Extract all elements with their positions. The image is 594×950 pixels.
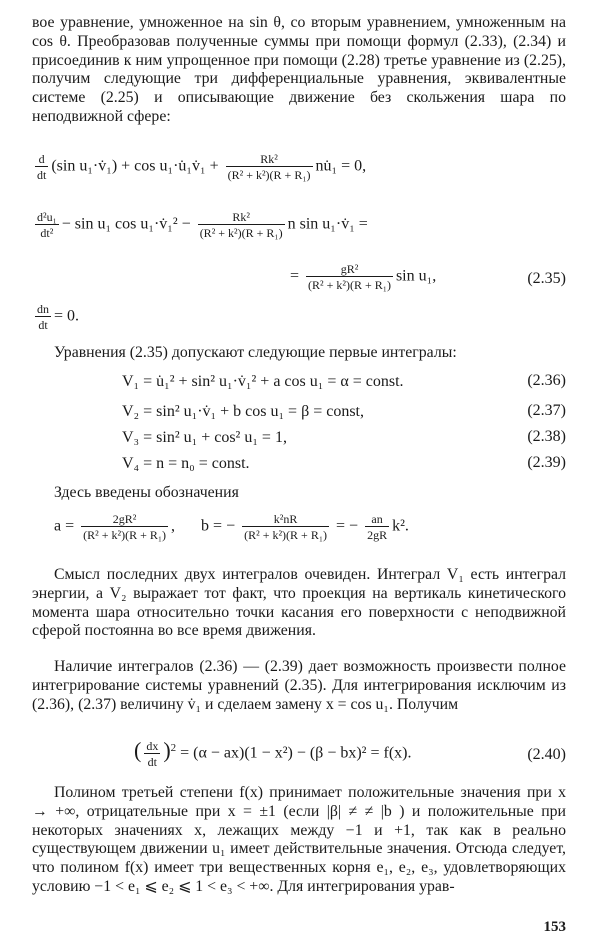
paragraph-notation: Здесь введены обозначения bbox=[54, 484, 239, 501]
equation-number-2-35: (2.35) bbox=[527, 270, 566, 287]
equation-number-2-40: (2.40) bbox=[527, 746, 566, 763]
equation-2-35-line2: $\frac{\text{d²u₁}}{\text{dt²}}$ − sin u₁ cos u₁·v̇₁² − $\frac{\text{Rk²}}{\text{(R² + k²)(R + R₁)}}$ n sin u₁·v̇₁ = bbox=[37, 210, 368, 240]
equation-number-2-37: (2.37) bbox=[527, 402, 566, 419]
paragraph-polynomial: Полином третьей степени f(x) принимает положительные значения при x → +∞, отрицательные при x = ±1 (если |β| ≠ ≠ |b ) и положительные при некоторых значениях x, лежащих между −1 и +1, так как в реально существующем движении u₁ имеет действительные значения. Отсюда следует, что полином f(x) имеет три вещественных корня e₁, e₂, e₃, удовлетворяющих условию −1 < e₁ ⩽ e₂ ⩽ 1 < e₃ < +∞. Для интегрирования урав- bbox=[32, 784, 566, 895]
equation-2-35-line1: $\frac{d}{dt}$ (sin u₁·v̇₁) + cos u₁·u̇₁v̇₁ + $\frac{\text{Rk²}}{\text{(R² + k²)(R + R₁)}}$ nu̇₁ = 0, bbox=[37, 152, 367, 182]
equation-number-2-39: (2.39) bbox=[527, 454, 566, 471]
equation-2-35-line4: $\frac{dn}{dt}$ = 0. bbox=[37, 302, 80, 332]
page-number: 153 bbox=[543, 919, 566, 935]
paragraph-intro: вое уравнение, умноженное на sin θ, со вторым уравнением, умноженным на cos θ. Преобразовав полученные суммы при помощи формул (2.33), (2.34) и присоединив к ним упрощенное при помощи (2.28) третье уравнение из (2.25), получим следующие три дифференциальные уравнения, эквивалентные системе (2.25) и описывающие движение без скольжения шара по неподвижной сфере: bbox=[32, 14, 566, 125]
paragraph-integrals-intro: Уравнения (2.35) допускают следующие первые интегралы: bbox=[54, 344, 457, 361]
equation-2-35-line3: = $\frac{\text{gR²}}{\text{(R² + k²)(R + R₁)}}$ sin u₁, bbox=[290, 262, 437, 292]
integral-2-38: V₃ = sin² u₁ + cos² u₁ = 1, bbox=[122, 429, 287, 446]
paragraph-meaning: Смысл последних двух интегралов очевиден. Интеграл V₁ есть интеграл энергии, а V₂ выражает тот факт, что проекция на вертикаль кинетического момента шара относительно точки касания его поверхности с неподвижной сферой постоянна во все время движения. bbox=[32, 566, 566, 640]
integral-2-36: V₁ = u̇₁² + sin² u₁·v̇₁² + a cos u₁ = α = const. bbox=[122, 373, 404, 390]
equation-notation: a = $\frac{\text{2gR²}}{\text{(R² + k²)(R + R₁)}}$ , b = − $\frac{\text{k²nR}}{\text{(R² + k²)(R + R₁)}}$ = − $\frac{an}{2gR}$ k². bbox=[54, 512, 409, 542]
integral-2-39: V₄ = n = n₀ = const. bbox=[122, 455, 250, 472]
equation-2-40: ( $\frac{dx}{dt}$ )$^2$ = (α − ax)(1 − x²) − (β − bx)² = f(x). bbox=[134, 737, 412, 769]
integral-2-37: V₂ = sin² u₁·v̇₁ + b cos u₁ = β = const, bbox=[122, 403, 364, 420]
equation-number-2-36: (2.36) bbox=[527, 372, 566, 389]
equation-number-2-38: (2.38) bbox=[527, 428, 566, 445]
paragraph-integration: Наличие интегралов (2.36) — (2.39) дает возможность произвести полное интегрирование системы уравнений (2.35). Для интегрирования исключим из (2.36), (2.37) величину v̇₁ и сделаем замену x = cos u₁. Получим bbox=[32, 658, 566, 713]
